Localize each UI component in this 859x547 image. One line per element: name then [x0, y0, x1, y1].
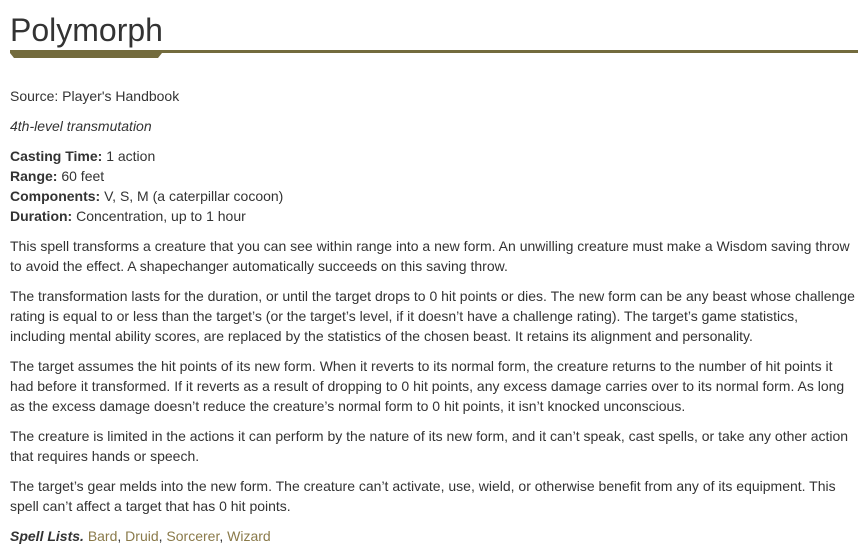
duration-value: Concentration, up to 1 hour	[72, 208, 246, 224]
spell-list-link-druid[interactable]: Druid	[125, 528, 159, 544]
casting-time-value: 1 action	[102, 148, 156, 164]
description-paragraph: The target’s gear melds into the new form. The creature can’t activate, use, wield, or otherwise benefit from any of its equipment. This spell can’t affect a target that has 0 hit points.	[10, 478, 836, 514]
spell-lists-label: Spell Lists.	[10, 528, 84, 544]
page-title: Polymorph	[10, 12, 163, 48]
components-value: V, S, M (a caterpillar cocoon)	[100, 188, 284, 204]
duration-row	[10, 206, 859, 226]
description-paragraph: The target assumes the hit points of its new form. When it reverts to its normal form, the creature returns to the number of hit points it had before it transformed. If it reverts as a result of dropping to 0 hit points, any excess damage carries over to its normal form. As long as the excess damage doesn’t reduce the creature’s normal form to 0 hit points, it isn’t knocked unconscious.	[10, 358, 845, 414]
components-label: Components:	[10, 188, 101, 204]
description-paragraph: The transformation lasts for the duration, or until the target drops to 0 hit points or dies. The new form can be any beast whose challenge rating is equal to or less than the target’s (or the target’s level, if it doesn’t have a challenge rating). The target’s game statistics, including mental ability scores, are replaced by the statistics of the chosen beast. It retains its alignment and personality.	[10, 288, 855, 344]
list-separator: ,	[117, 528, 126, 544]
description-paragraph: This spell transforms a creature that you can see within range into a new form. An unwilling creature must make a Wisdom saving throw to avoid the effect. A shapechanger automatically succeeds on this saving throw.	[10, 238, 850, 274]
list-separator: ,	[158, 528, 167, 544]
spell-level-school: 4th-level transmutation	[10, 118, 152, 134]
spell-lists	[10, 526, 859, 546]
spell-list-link-wizard[interactable]: Wizard	[227, 528, 271, 544]
spell-list-link-bard[interactable]: Bard	[87, 528, 118, 544]
casting-time-row	[10, 146, 859, 166]
range-row	[10, 166, 859, 186]
range-label: Range:	[10, 168, 58, 184]
spell-list-link-sorcerer[interactable]: Sorcerer	[166, 528, 220, 544]
duration-label: Duration:	[10, 208, 73, 224]
components-row	[10, 186, 859, 206]
spell-source: Source: Player's Handbook	[10, 88, 180, 104]
spell-stats	[10, 146, 859, 226]
range-value: 60 feet	[57, 168, 105, 184]
description-paragraph: The creature is limited in the actions it can perform by the nature of its new form, and it can’t speak, cast spells, or take any other action that requires hands or speech.	[10, 428, 849, 464]
casting-time-label: Casting Time:	[10, 148, 103, 164]
list-separator: ,	[219, 528, 228, 544]
title-underline	[10, 50, 858, 60]
